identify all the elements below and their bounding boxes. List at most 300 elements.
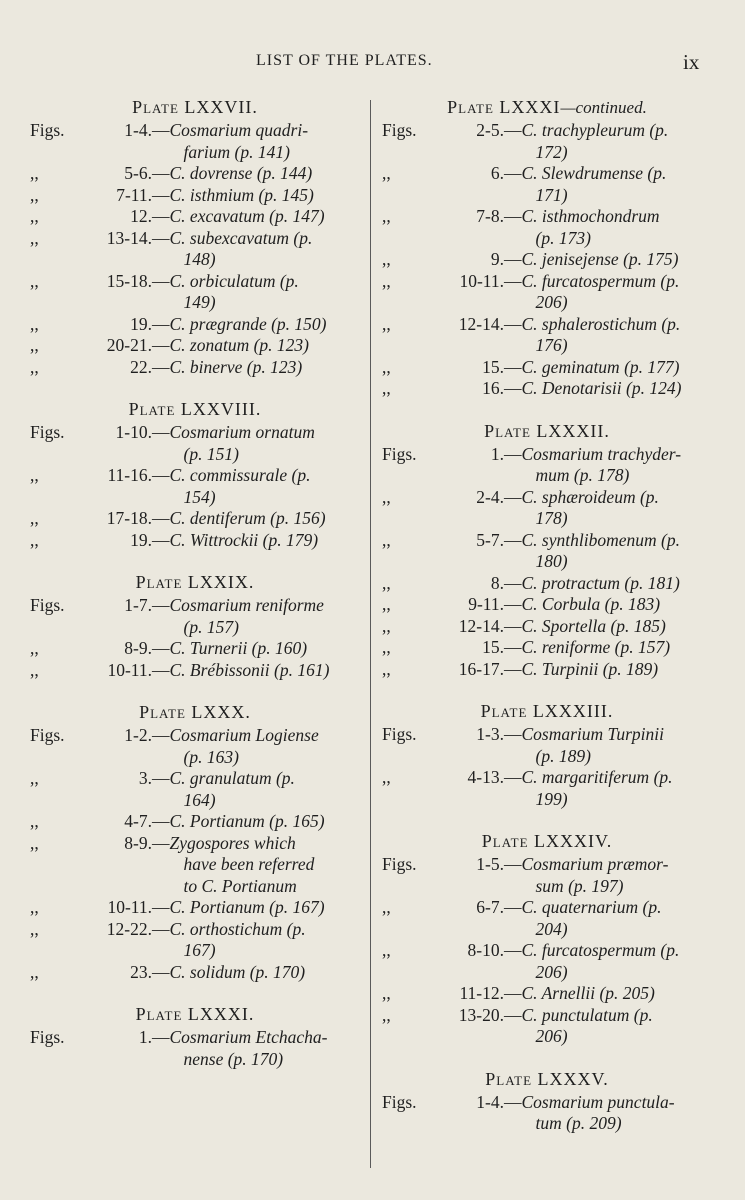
plate-block xyxy=(30,1001,360,1070)
species-line: farium (p. 141) xyxy=(183,141,290,162)
species-line: (p. 173) xyxy=(535,227,591,248)
plate-title: Plate LXXVIII. xyxy=(128,399,262,419)
species-reference xyxy=(170,357,361,379)
em-dash: — xyxy=(504,529,522,550)
plate-block xyxy=(382,94,712,400)
figure-entry xyxy=(30,811,360,833)
figure-entry xyxy=(382,854,712,897)
figure-entry xyxy=(382,314,712,357)
figure-numbers: 7-11. xyxy=(116,184,152,205)
em-dash: — xyxy=(504,767,522,787)
figure-entry xyxy=(30,768,360,811)
figs-label: ,, xyxy=(30,768,39,788)
species-reference xyxy=(170,725,361,768)
species-reference xyxy=(170,228,361,271)
species-reference xyxy=(170,508,361,530)
figure-numbers: 13-20. xyxy=(458,1004,504,1025)
figs-label: ,, xyxy=(382,940,391,960)
figure-numbers: 23. xyxy=(130,961,152,982)
plate-block xyxy=(30,396,360,551)
species-reference xyxy=(522,357,713,379)
species-reference xyxy=(522,314,713,357)
em-dash: — xyxy=(504,270,522,291)
figure-numbers: 5-7. xyxy=(476,529,504,550)
species-line: 171) xyxy=(535,184,568,205)
em-dash: — xyxy=(504,724,522,744)
species-line: 206) xyxy=(535,1026,568,1046)
figure-numbers: 4-7. xyxy=(124,811,152,831)
figure-numbers: 8-10. xyxy=(467,940,504,960)
species-line: C. Portianum (p. 165) xyxy=(169,811,325,831)
em-dash: — xyxy=(152,508,170,528)
figure-numbers: 1-2. xyxy=(124,725,152,745)
species-line: C. dovrense (p. 144) xyxy=(169,163,313,183)
figure-numbers: 16. xyxy=(482,378,504,398)
species-line: C. punctulatum (p. xyxy=(521,1004,653,1025)
figure-entry xyxy=(30,228,360,271)
species-line: C. dentiferum (p. 156) xyxy=(169,508,326,528)
species-line: 206) xyxy=(535,961,568,982)
species-line: Cosmarium præmor- xyxy=(521,854,669,874)
figs-label: ,, xyxy=(382,249,391,269)
figs-label: ,, xyxy=(382,767,391,787)
running-head-title: LIST OF THE PLATES. xyxy=(256,52,433,69)
figure-numbers: 6-7. xyxy=(476,897,504,917)
plate-heading xyxy=(30,94,360,120)
figs-label: Figs. xyxy=(30,120,65,140)
em-dash: — xyxy=(504,983,522,1003)
figs-label: ,, xyxy=(30,638,39,658)
species-reference xyxy=(522,594,713,616)
species-line: C. Corbula (p. 183) xyxy=(521,594,661,614)
figure-entry xyxy=(30,357,360,379)
em-dash: — xyxy=(152,961,170,982)
left-column xyxy=(30,94,360,1070)
em-dash: — xyxy=(152,638,170,658)
species-reference xyxy=(522,616,713,638)
plate-title: Plate LXXXIV. xyxy=(481,831,613,851)
em-dash: — xyxy=(504,1091,522,1112)
em-dash: — xyxy=(152,529,170,550)
species-line: to C. Portianum xyxy=(183,875,297,896)
figure-numbers: 2-4. xyxy=(476,486,504,507)
species-reference xyxy=(522,206,713,249)
em-dash: — xyxy=(504,378,522,398)
species-reference xyxy=(522,767,713,810)
figure-numbers: 15-18. xyxy=(106,270,152,291)
species-line: 206) xyxy=(535,292,568,312)
figs-label: ,, xyxy=(30,227,39,248)
species-reference xyxy=(170,530,361,552)
species-reference xyxy=(170,768,361,811)
species-reference xyxy=(522,724,713,767)
em-dash: — xyxy=(504,443,522,464)
species-reference xyxy=(170,919,361,962)
figure-numbers: 3. xyxy=(138,768,152,788)
figs-label: ,, xyxy=(382,486,391,507)
species-line: C. Portianum (p. 167) xyxy=(169,897,325,917)
species-line: (p. 151) xyxy=(183,443,239,464)
figure-entry xyxy=(382,659,712,681)
em-dash: — xyxy=(504,486,522,507)
figure-entry xyxy=(30,422,360,465)
species-line: 148) xyxy=(183,249,216,269)
species-line: C. Turpinii (p. 189) xyxy=(521,658,659,679)
species-line: C. isthmium (p. 145) xyxy=(169,184,314,205)
species-line: C. granulatum (p. xyxy=(169,768,295,788)
figure-numbers: 5-6. xyxy=(124,163,152,183)
species-line: C. subexcavatum (p. xyxy=(169,227,313,248)
figure-numbers: 20-21. xyxy=(106,335,152,355)
species-reference xyxy=(170,422,361,465)
figure-numbers: 1-10. xyxy=(115,422,152,442)
species-line: C. orthostichum (p. xyxy=(169,918,306,939)
species-reference xyxy=(522,163,713,206)
figure-numbers: 12-14. xyxy=(458,313,504,334)
figure-numbers: 10-11. xyxy=(459,270,504,291)
species-line: C. sphalerostichum (p. xyxy=(521,313,681,334)
figure-entry xyxy=(382,1005,712,1048)
figs-label: ,, xyxy=(382,163,391,183)
em-dash: — xyxy=(152,897,170,917)
figs-label: ,, xyxy=(382,615,391,636)
figure-numbers: 15. xyxy=(482,356,504,377)
em-dash: — xyxy=(504,249,522,269)
plate-title: Plate LXXX. xyxy=(139,702,251,722)
species-line: C. sphæroideum (p. xyxy=(521,486,659,507)
right-column xyxy=(382,94,712,1135)
figure-entry xyxy=(382,357,712,379)
figs-label: ,, xyxy=(382,637,391,657)
species-line: C. quaternarium (p. xyxy=(521,897,662,917)
em-dash: — xyxy=(152,184,170,205)
figs-label: ,, xyxy=(30,206,39,226)
figure-entry xyxy=(30,660,360,682)
em-dash: — xyxy=(504,206,522,226)
figs-label: ,, xyxy=(382,572,391,593)
figure-numbers: 10-11. xyxy=(107,897,152,917)
plate-heading xyxy=(382,1066,712,1092)
species-line: C. isthmochondrum xyxy=(521,206,660,226)
figure-entry xyxy=(382,897,712,940)
species-line: Cosmarium ornatum xyxy=(169,422,315,442)
em-dash: — xyxy=(152,659,170,680)
species-line: C. commissurale (p. xyxy=(169,465,311,485)
species-line: 178) xyxy=(535,508,568,528)
figure-numbers: 8-9. xyxy=(124,638,152,658)
species-reference xyxy=(522,659,713,681)
figs-label: Figs. xyxy=(382,724,417,744)
figure-entry xyxy=(30,206,360,228)
em-dash: — xyxy=(504,615,522,636)
figure-entry xyxy=(30,163,360,185)
figure-numbers: 6. xyxy=(490,163,504,183)
figs-label: ,, xyxy=(382,313,391,334)
species-reference xyxy=(170,120,361,163)
figs-label: ,, xyxy=(30,184,39,205)
figure-entry xyxy=(30,919,360,962)
em-dash: — xyxy=(504,313,522,334)
em-dash: — xyxy=(152,313,170,334)
figs-label: Figs. xyxy=(382,120,417,140)
species-line: nense (p. 170) xyxy=(183,1048,284,1069)
species-line: C. furcatospermum (p. xyxy=(521,940,680,960)
species-reference xyxy=(522,530,713,573)
species-line: C. jenisejense (p. 175) xyxy=(521,249,679,269)
figure-entry xyxy=(30,314,360,336)
figs-label: ,, xyxy=(30,163,39,183)
plate-title: Plate LXXVII. xyxy=(132,97,258,117)
figure-numbers: 7-8. xyxy=(476,206,504,226)
figure-entry xyxy=(30,638,360,660)
species-line: C. prægrande (p. 150) xyxy=(169,313,327,334)
em-dash: — xyxy=(152,725,170,745)
species-line: C. Arnellii (p. 205) xyxy=(521,983,655,1003)
em-dash: — xyxy=(152,832,170,853)
figure-entry xyxy=(382,594,712,616)
species-line: Cosmarium quadri- xyxy=(169,120,309,140)
em-dash: — xyxy=(152,465,170,485)
figs-label: ,, xyxy=(30,832,39,853)
figure-numbers: 19. xyxy=(130,529,152,550)
species-line: C. excavatum (p. 147) xyxy=(169,206,325,226)
species-line: mum (p. 178) xyxy=(535,465,630,485)
plate-title-suffix: —continued. xyxy=(560,98,647,117)
species-line: 180) xyxy=(535,551,568,571)
figure-numbers: 1-4. xyxy=(124,120,152,140)
figure-entry xyxy=(30,833,360,898)
plate-block xyxy=(382,1066,712,1135)
figure-entry xyxy=(30,120,360,163)
species-line: C. margaritiferum (p. xyxy=(521,767,673,787)
plate-heading xyxy=(30,1001,360,1027)
figure-entry xyxy=(382,616,712,638)
species-line: Zygospores which xyxy=(169,832,296,853)
species-line: Cosmarium reniforme xyxy=(169,595,324,615)
species-line: 149) xyxy=(183,292,216,312)
species-reference xyxy=(170,595,361,638)
figs-label: ,, xyxy=(382,658,391,679)
species-line: 199) xyxy=(535,788,568,809)
figure-entry xyxy=(30,725,360,768)
figure-entry xyxy=(30,595,360,638)
figs-label: ,, xyxy=(30,529,39,550)
species-line: C. Sportella (p. 185) xyxy=(521,615,666,636)
species-reference xyxy=(170,163,361,185)
em-dash: — xyxy=(152,422,170,442)
species-reference xyxy=(170,271,361,314)
species-line: (p. 157) xyxy=(183,616,239,637)
species-line: Cosmarium Turpinii xyxy=(521,724,664,744)
figure-numbers: 11-16. xyxy=(107,465,152,485)
figure-entry xyxy=(382,206,712,249)
species-line: C. binerve (p. 123) xyxy=(169,356,303,377)
species-line: C. geminatum (p. 177) xyxy=(521,356,680,377)
em-dash: — xyxy=(504,637,522,657)
plate-heading xyxy=(30,396,360,422)
figure-entry xyxy=(382,530,712,573)
species-reference xyxy=(170,335,361,357)
species-line: C. orbiculatum (p. xyxy=(169,270,299,291)
species-reference xyxy=(170,811,361,833)
figs-label: ,, xyxy=(382,1004,391,1025)
plate-heading xyxy=(30,569,360,595)
figure-numbers: 1-7. xyxy=(124,595,152,615)
figure-numbers: 8-9. xyxy=(124,832,152,853)
figs-label: Figs. xyxy=(382,1091,417,1112)
figs-label: Figs. xyxy=(382,443,417,464)
species-line: C. Denotarisii (p. 124) xyxy=(521,378,682,398)
column-divider xyxy=(370,100,371,1168)
running-head xyxy=(0,50,745,74)
plate-heading xyxy=(382,828,712,854)
plate-block xyxy=(382,828,712,1048)
figure-entry xyxy=(382,637,712,659)
plate-block xyxy=(382,698,712,810)
figure-numbers: 12-14. xyxy=(458,615,504,636)
species-reference xyxy=(522,940,713,983)
figure-entry xyxy=(30,962,360,984)
species-reference xyxy=(522,854,713,897)
figure-entry xyxy=(30,530,360,552)
em-dash: — xyxy=(152,768,170,788)
species-line: 172) xyxy=(535,141,568,162)
plate-heading xyxy=(382,418,712,444)
figs-label: ,, xyxy=(382,356,391,377)
plate-title: Plate LXXXI xyxy=(447,97,561,117)
figs-label: ,, xyxy=(30,961,39,982)
species-line: have been referred xyxy=(183,854,315,874)
figs-label: Figs. xyxy=(30,1027,65,1047)
plate-title: Plate LXXXI. xyxy=(135,1004,255,1024)
figs-label: ,, xyxy=(382,983,391,1003)
species-line: Cosmarium Logiense xyxy=(169,725,319,745)
figure-numbers: 8. xyxy=(490,572,504,593)
plate-heading xyxy=(30,699,360,725)
species-line: C. furcatospermum (p. xyxy=(521,270,680,291)
figure-entry xyxy=(30,271,360,314)
figs-label: ,, xyxy=(382,270,391,291)
species-line: C. protractum (p. 181) xyxy=(521,572,680,593)
figure-numbers: 1-4. xyxy=(476,1091,504,1112)
species-reference xyxy=(522,378,713,400)
em-dash: — xyxy=(504,356,522,377)
species-reference xyxy=(522,271,713,314)
figure-entry xyxy=(30,897,360,919)
figure-numbers: 1-3. xyxy=(476,724,504,744)
figure-entry xyxy=(382,120,712,163)
plate-block xyxy=(382,418,712,681)
em-dash: — xyxy=(152,811,170,831)
species-line: Cosmarium trachyder- xyxy=(521,443,682,464)
em-dash: — xyxy=(152,206,170,226)
em-dash: — xyxy=(504,940,522,960)
em-dash: — xyxy=(504,594,522,614)
species-line: Cosmarium punctula- xyxy=(521,1091,675,1112)
em-dash: — xyxy=(504,897,522,917)
species-reference xyxy=(522,897,713,940)
page-number: ix xyxy=(683,50,700,74)
figure-entry xyxy=(382,271,712,314)
figure-entry xyxy=(382,444,712,487)
figure-numbers: 10-11. xyxy=(107,659,152,680)
figure-entry xyxy=(382,163,712,206)
figure-entry xyxy=(30,508,360,530)
plate-heading xyxy=(382,94,712,120)
em-dash: — xyxy=(152,270,170,291)
figs-label: Figs. xyxy=(382,854,417,874)
species-line: 176) xyxy=(535,335,568,355)
em-dash: — xyxy=(504,1004,522,1025)
species-reference xyxy=(522,983,713,1005)
em-dash: — xyxy=(504,163,522,183)
plate-title: Plate LXXXV. xyxy=(485,1068,609,1089)
species-reference xyxy=(170,465,361,508)
figs-label: ,, xyxy=(30,918,39,939)
species-line: tum (p. 209) xyxy=(535,1113,622,1133)
figure-entry xyxy=(382,249,712,271)
species-reference xyxy=(170,897,361,919)
figs-label: ,, xyxy=(382,529,391,550)
figs-label: ,, xyxy=(382,897,391,917)
figure-numbers: 1-5. xyxy=(476,854,504,874)
em-dash: — xyxy=(504,658,522,679)
species-line: 164) xyxy=(183,789,216,810)
species-line: C. Turnerii (p. 160) xyxy=(169,638,308,658)
em-dash: — xyxy=(504,120,522,140)
figs-label: ,, xyxy=(382,594,391,614)
plate-title: Plate LXXIX. xyxy=(135,572,255,592)
species-line: 154) xyxy=(183,486,216,507)
figure-numbers: 22. xyxy=(130,356,152,377)
figs-label: ,, xyxy=(30,356,39,377)
figs-label: ,, xyxy=(30,335,39,355)
figure-numbers: 1. xyxy=(490,443,504,464)
figure-entry xyxy=(382,767,712,810)
figs-label: ,, xyxy=(30,811,39,831)
species-reference xyxy=(522,249,713,271)
plate-block xyxy=(30,699,360,983)
em-dash: — xyxy=(152,120,170,140)
figure-numbers: 2-5. xyxy=(476,120,504,140)
species-reference xyxy=(522,637,713,659)
em-dash: — xyxy=(504,854,522,874)
species-line: C. trachypleurum (p. xyxy=(521,120,669,140)
em-dash: — xyxy=(152,1027,170,1047)
species-line: C. synthlibomenum (p. xyxy=(521,529,680,550)
plate-title: Plate LXXXII. xyxy=(484,420,610,441)
figure-entry xyxy=(382,1092,712,1135)
figs-label: Figs. xyxy=(30,725,65,745)
em-dash: — xyxy=(152,163,170,183)
figs-label: ,, xyxy=(382,206,391,226)
species-reference xyxy=(170,833,361,898)
species-line: C. reniforme (p. 157) xyxy=(521,637,671,657)
figure-numbers: 13-14. xyxy=(106,227,152,248)
species-line: C. Brébissonii (p. 161) xyxy=(169,659,330,680)
figure-numbers: 1. xyxy=(138,1027,152,1047)
figure-numbers: 12. xyxy=(130,206,152,226)
figs-label: ,, xyxy=(30,508,39,528)
species-reference xyxy=(522,1005,713,1048)
figure-entry xyxy=(382,487,712,530)
plate-heading xyxy=(382,698,712,724)
figs-label: Figs. xyxy=(30,595,65,615)
figure-entry xyxy=(30,185,360,207)
figure-numbers: 17-18. xyxy=(106,508,152,528)
species-line: C. zonatum (p. 123) xyxy=(169,335,310,355)
species-reference xyxy=(170,962,361,984)
